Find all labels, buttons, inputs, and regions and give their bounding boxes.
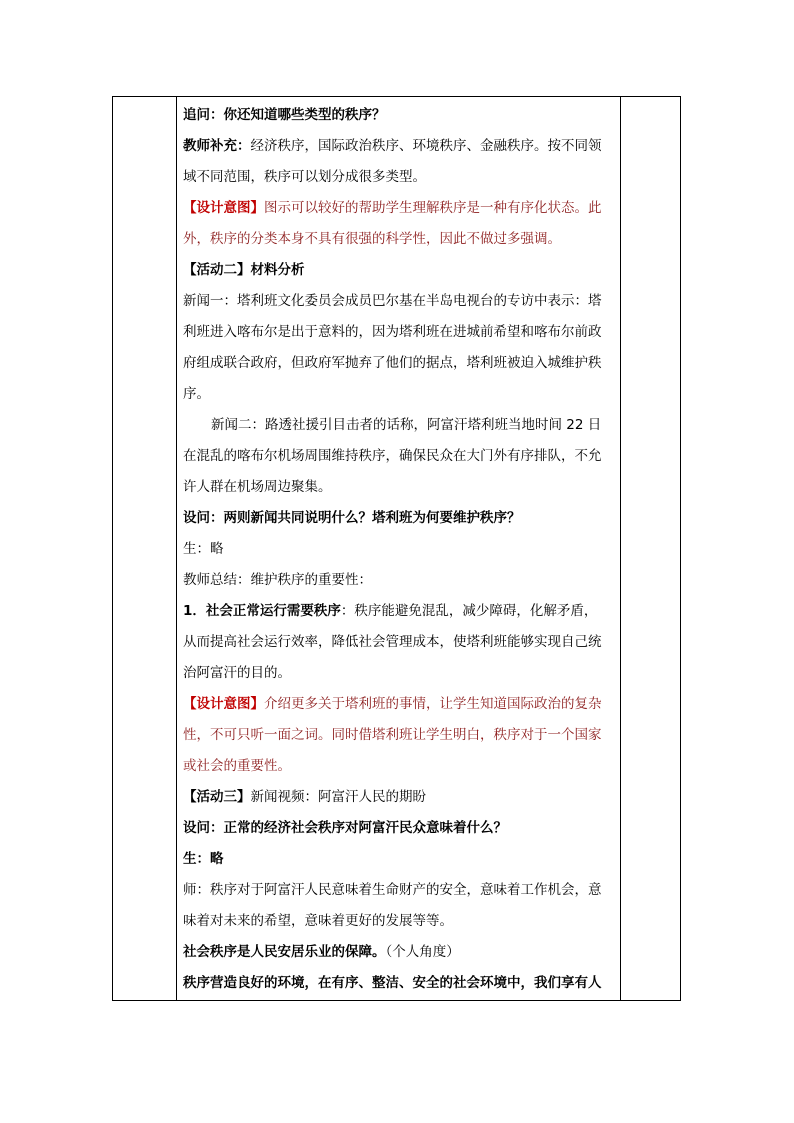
order-environment: 秩序营造良好的环境，在有序、整洁、安全的社会环境中，我们享有人 xyxy=(183,975,602,991)
point-one-text: 治阿富汗的目的。 xyxy=(183,665,291,681)
teacher-supplement-text: 经济秩序，国际政治秩序、环境秩序、金融秩序。按不同领 xyxy=(250,138,602,154)
student-response: 生：略 xyxy=(183,851,224,867)
activity-three-label: 【活动三】 xyxy=(183,789,251,805)
follow-up-question: 追问：你还知道哪些类型的秩序？ xyxy=(183,107,386,123)
text-line: 域不同范围，秩序可以划分成很多类型。 xyxy=(183,169,426,185)
news-one: 新闻一：塔利班文化委员会成员巴尔基在半岛电视台的专访中表示：塔 xyxy=(183,293,602,309)
social-order-guarantee xyxy=(183,944,460,960)
point-one xyxy=(183,603,597,619)
news-one: 府组成联合政府，但政府军抛弃了他们的据点，塔利班被迫入城维护秩 xyxy=(183,355,602,371)
design-intent-label: 【设计意图】 xyxy=(183,200,264,216)
lesson-content-cell xyxy=(179,97,618,1000)
design-intent-text: 外，秩序的分类本身不具有很强的科学性，因此不做过多强调。 xyxy=(183,231,561,247)
news-two: 在混乱的喀布尔机场周围维持秩序，确保民众在大门外有序排队，不允 xyxy=(183,448,602,464)
student-response: 生：略 xyxy=(183,541,224,557)
point-one-text: ：秩序能避免混乱，减少障碍，化解矛盾， xyxy=(340,603,598,619)
news-two: 许人群在机场周边聚集。 xyxy=(183,479,332,495)
teacher-supplement xyxy=(183,138,602,154)
teacher-supplement-label: 教师补充： xyxy=(183,138,251,154)
activity-three-title: 新闻视频：阿富汗人民的期盼 xyxy=(250,789,426,805)
social-order-statement: 社会秩序是人民安居乐业的保障。 xyxy=(183,944,386,960)
design-intent-1 xyxy=(183,200,602,216)
design-intent-text: 性，不可只听一面之词。同时借塔利班让学生明白，秩序对于一个国家 xyxy=(183,727,602,743)
table-column-divider-right xyxy=(620,97,621,1000)
table-column-divider-left xyxy=(176,97,177,1000)
teacher-remark: 师：秩序对于阿富汗人民意味着生命财产的安全，意味着工作机会，意 xyxy=(183,882,602,898)
teacher-summary: 教师总结：维护秩序的重要性： xyxy=(183,572,372,588)
question-two-news: 设问：两则新闻共同说明什么？塔利班为何要维护秩序？ xyxy=(183,510,521,526)
design-intent-2 xyxy=(183,696,602,712)
activity-two-heading: 【活动二】材料分析 xyxy=(183,262,305,278)
design-intent-text: 图示可以较好的帮助学生理解秩序是一种有序化状态。此 xyxy=(264,200,602,216)
question-economic-order: 设问：正常的经济社会秩序对阿富汗民众意味着什么？ xyxy=(183,820,507,836)
teacher-remark: 味着对未来的希望，意味着更好的发展等等。 xyxy=(183,913,453,929)
point-one-text: 从而提高社会运行效率，降低社会管理成本，使塔利班能够实现自己统 xyxy=(183,634,602,650)
design-intent-label: 【设计意图】 xyxy=(183,696,264,712)
perspective-note: （个人角度） xyxy=(385,944,460,960)
news-two: 新闻二：路透社援引目击者的话称，阿富汗塔利班当地时间 22 日 xyxy=(211,417,602,433)
point-one-heading: 1．社会正常运行需要秩序 xyxy=(183,603,341,619)
design-intent-text: 或社会的重要性。 xyxy=(183,758,291,774)
design-intent-text: 介绍更多关于塔利班的事情，让学生知道国际政治的复杂 xyxy=(264,696,602,712)
news-one: 序。 xyxy=(183,386,210,402)
news-one: 利班进入喀布尔是出于意料的，因为塔利班在进城前希望和喀布尔前政 xyxy=(183,324,602,340)
activity-three-heading xyxy=(183,789,426,805)
lesson-table xyxy=(112,96,681,1001)
